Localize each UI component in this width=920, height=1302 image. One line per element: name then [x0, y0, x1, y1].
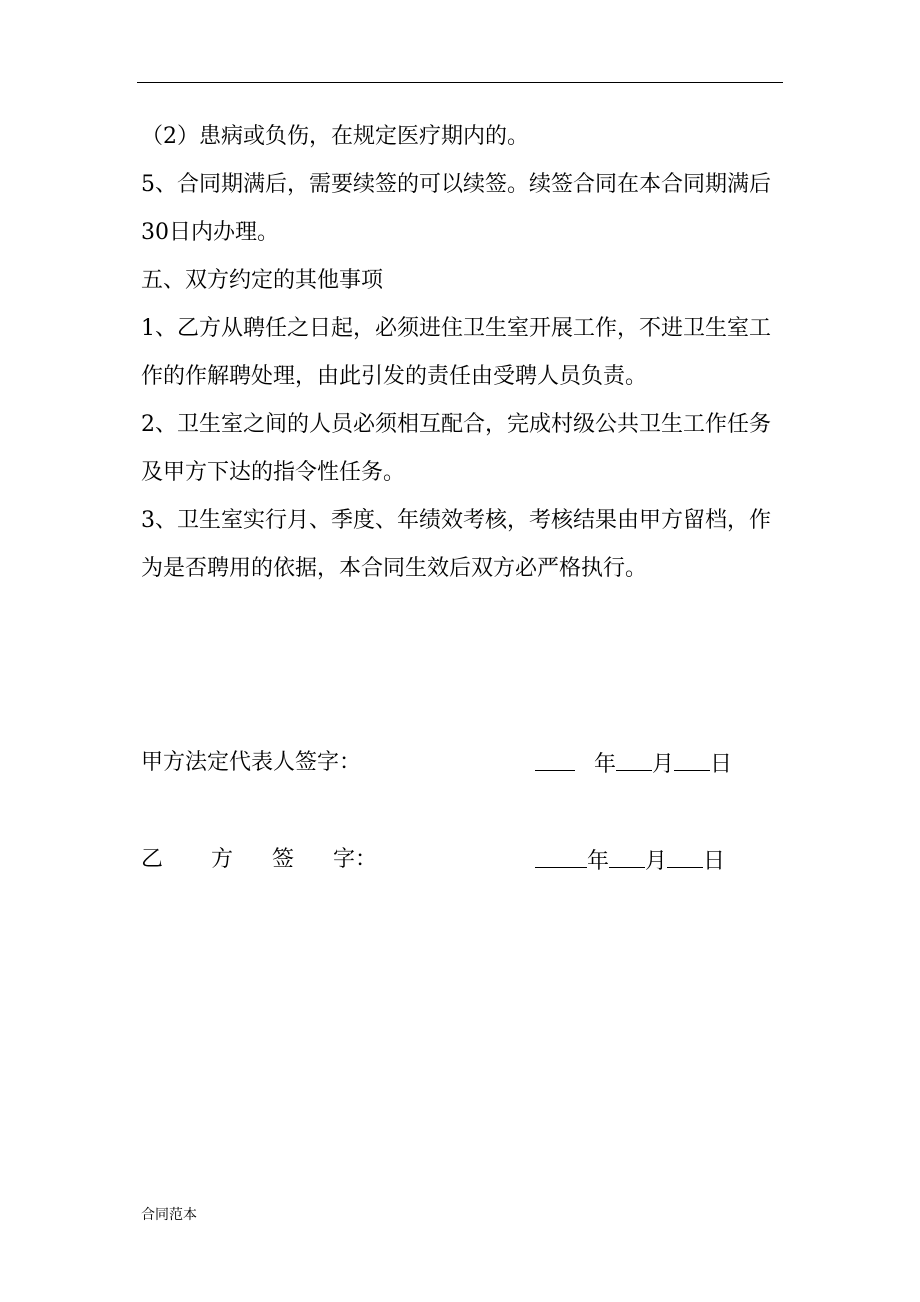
party-b-label-char-2: 方: [211, 847, 234, 872]
party-a-date: [535, 748, 732, 780]
paragraph-residence-requirement: 1、乙方从聘任之日起，必须进住卫生室开展工作，不进卫生室工作的作解聘处理，由此引发的责任由受聘人员负责。: [141, 316, 771, 389]
paragraph-performance-review: 3、卫生室实行月、季度、年绩效考核，考核结果由甲方留档，作为是否聘用的依据，本合同生效后双方必严格执行。: [141, 508, 771, 581]
party-a-month-label: 月: [652, 752, 675, 777]
paragraph-sick-leave: （2）患病或负伤，在规定医疗期内的。: [141, 124, 529, 149]
party-b-day-blank[interactable]: [667, 845, 703, 868]
contract-body: [141, 113, 786, 593]
party-a-month-blank[interactable]: [616, 748, 652, 771]
party-b-month-label: 月: [645, 849, 668, 874]
party-a-day-blank[interactable]: [674, 748, 710, 771]
party-b-year-blank[interactable]: [535, 845, 587, 868]
party-b-year-label: 年: [587, 849, 610, 874]
header-rule: [137, 82, 783, 83]
party-a-day-label: 日: [710, 752, 733, 777]
party-b-date: [535, 845, 725, 877]
party-b-label-char-1: 乙: [141, 847, 164, 872]
section-heading-other-matters: 五、双方约定的其他事项: [141, 268, 384, 293]
party-a-signature-label: 甲方法定代表人签字：: [141, 750, 362, 775]
party-a-year-blank[interactable]: [535, 748, 575, 771]
party-b-label-char-3: 签: [272, 847, 295, 872]
footer-label: 合同范本: [141, 1207, 197, 1223]
party-b-label-char-4: 字：: [333, 847, 378, 872]
party-b-month-blank[interactable]: [609, 845, 645, 868]
party-b-signature-label: [141, 845, 377, 875]
party-b-day-label: 日: [703, 849, 726, 874]
party-a-year-label: 年: [594, 752, 617, 777]
paragraph-renewal: 5、合同期满后，需要续签的可以续签。续签合同在本合同期满后30日内办理。: [141, 172, 771, 245]
paragraph-cooperation: 2、卫生室之间的人员必须相互配合，完成村级公共卫生工作任务及甲方下达的指令性任务。: [141, 412, 771, 485]
